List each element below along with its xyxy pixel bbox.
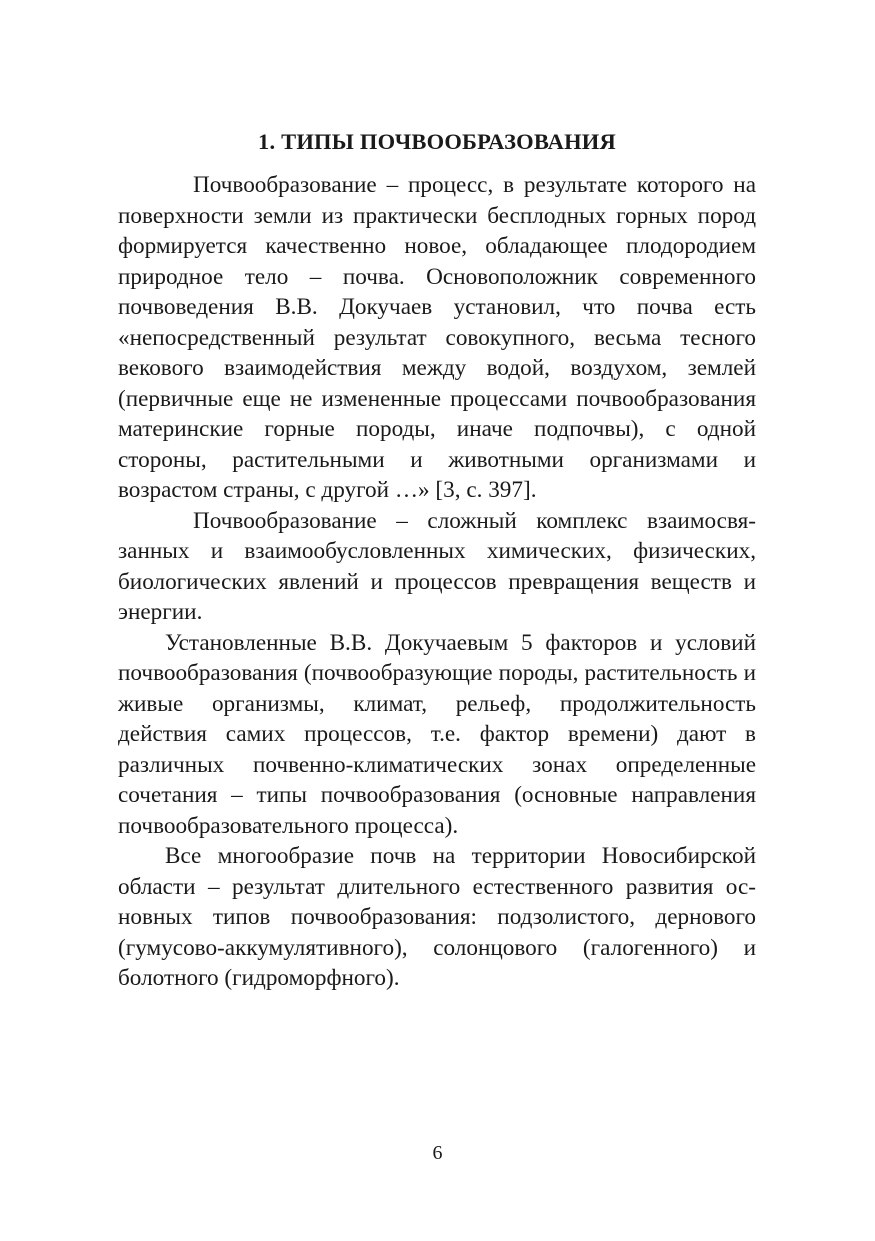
page-number: 6 <box>432 1142 443 1164</box>
page-title: 1. ТИПЫ ПОЧВООБРАЗОВАНИЯ <box>258 129 616 155</box>
paragraph: Почвообразование – процесс, в результате которого на поверхности земли из практически бесплодных горных пород формируется качественно новое, обладающее плодородием природное тело – почва. Основоположник современного почвоведения В.В. Докучаев установил, что почва есть «непосредственный результат совокупного, весьма тесного векового взаимодействия между водой, воздухом, землей (первичные еще не измененные процессами почвообразования материнские горные породы, иначе подпочвы), с одной стороны, растительными и животными организмами и возрастом страны, с другой …» [3, с. 397]. <box>118 172 756 503</box>
paragraph: Все многообразие почв на территории Новосибирской области – результат длительного естественного развития основных типов почвообразования: подзолистого, дернового (гумусово-аккумулятивного), солонцового (галогенного) и болотного (гидроморфного). <box>118 843 756 991</box>
paragraph: Установленные В.В. Докучаевым 5 факторов и условий почвообразования (почвообразующие породы, растительность и живые организмы, климат, рельеф, продолжительность действия самих процессов, т.е. фактор времени) дают в различных почвенно-климатических зонах определенные сочетания – типы почвообразования (основные направления почвообразовательного процесса). <box>118 629 756 839</box>
body-text <box>118 170 756 994</box>
paragraph: Почвообразование – сложный комплекс взаимосвязанных и взаимообусловленных химических, физических, биологических явлений и процессов превращения веществ и энергии. <box>118 507 756 625</box>
